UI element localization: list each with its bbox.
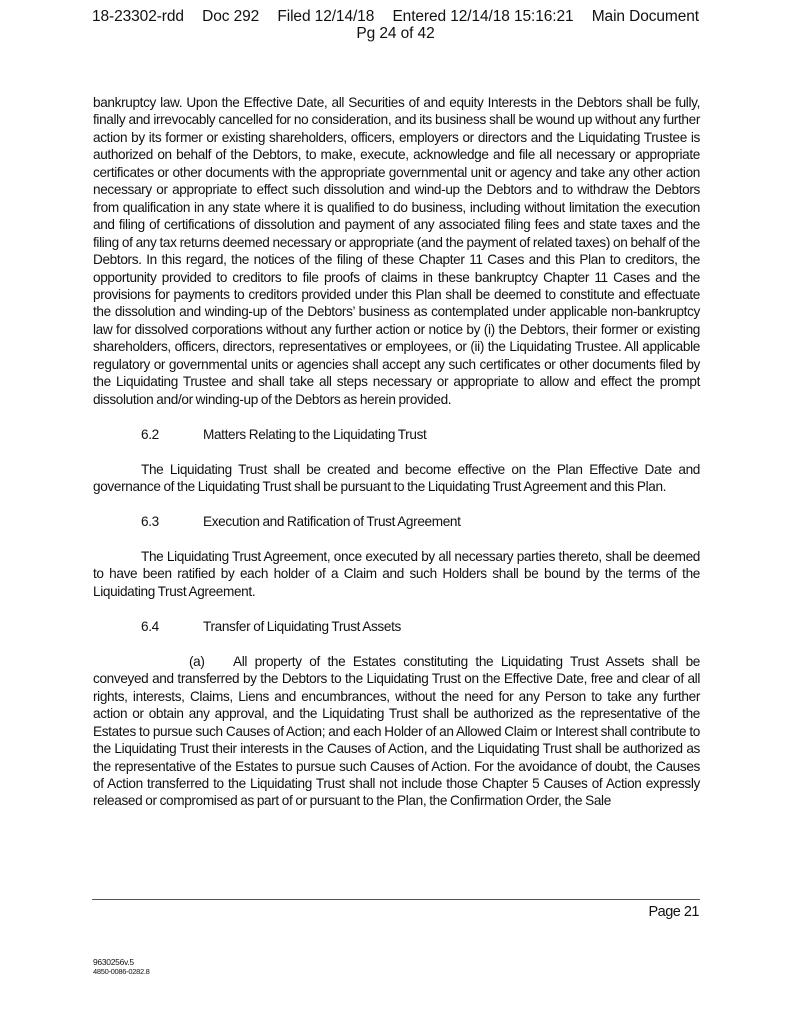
doc-id-2: 4850-0086-0282.8 (93, 967, 150, 976)
entered-date: Entered 12/14/18 15:16:21 (392, 8, 574, 25)
doc-type: Main Document (591, 8, 699, 25)
document-id-block (93, 957, 150, 977)
header-line-1 (0, 8, 791, 25)
section-title: Matters Relating to the Liquidating Trust (203, 426, 427, 442)
footer-divider (92, 899, 700, 900)
filed-date: Filed 12/14/18 (277, 8, 375, 25)
subsection-text: All property of the Estates constituting the Liquidating Trust Assets shall be conveyed and transferred by the Debtors to the Liquidating Trust on the Effective Date, free and clear of all rights, interests, Claims, Liens and encumbrances, without the need for any Person to take any further action or obtain any approval, and the Liquidating Trust shall be authorized as the representative of the Estates to pursue such Causes of Action; and each Holder of an Allowed Claim or Interest shall contribute to the Liquidating Trust their interests in the Causes of Action, and the Liquidating Trust shall be authorized as the representative of the Estates to pursue such Causes of Action. For the avoidance of doubt, the Causes of Action transferred to the Liquidating Trust shall not include those Chapter 5 Causes of Action expressly released or compromised as part of or pursuant to the Plan, the Confirmation Order, the Sale (93, 653, 700, 809)
paragraph-continuation: bankruptcy law. Upon the Effective Date, all Securities of and equity Interests in the Debtors shall be fully, finally and irrevocably cancelled for no consideration, and its business shall be wound up without any further action by its former or existing shareholders, officers, employers or directors and the Liquidating Trustee is authorized on behalf of the Debtors, to make, execute, acknowledge and file all necessary or appropriate certificates or other documents with the appropriate governmental unit or agency and take any other action necessary or appropriate to effect such dissolution and wind-up the Debtors and to withdraw the Debtors from qualification in any state where it is qualified to do business, including without limitation the execution and filing of certifications of dissolution and payment of any associated filing fees and state taxes and the filing of any tax returns deemed necessary or appropriate (and the payment of related taxes) on behalf of the Debtors. In this regard, the notices of the filing of these Chapter 11 Cases and this Plan to creditors, the opportunity provided to creditors to file proofs of claims in these bankruptcy Chapter 11 Cases and the provisions for payments to creditors provided under this Plan shall be deemed to constitute and effectuate the dissolution and winding-up of the Debtors’ business as contemplated under applicable non-bankruptcy law for dissolved corporations without any further action or notice by (i) the Debtors, their former or existing shareholders, officers, directors, representatives or employees, or (ii) the Liquidating Trustee. All applicable regulatory or governmental units or agencies shall accept any such certificates or other documents filed by the Liquidating Trustee and shall take all steps necessary or appropriate to allow and effect the prompt dissolution and/or winding-up of the Debtors as herein provided. (93, 95, 700, 407)
section-number: 6.3 (141, 514, 159, 530)
subsection-label: (a) (189, 653, 205, 669)
section-title: Execution and Ratification of Trust Agreement (203, 514, 461, 530)
doc-id-1: 9630256v.5 (93, 957, 134, 967)
section-text-6-3: The Liquidating Trust Agreement, once executed by all necessary parties thereto, shall be deemed to have been ratified by each holder of a Claim and such Holders shall be bound by the terms of the Liquidating Trust Agreement. (93, 548, 700, 599)
court-filing-header (0, 8, 791, 42)
section-title: Transfer of Liquidating Trust Assets (203, 618, 401, 634)
document-body (93, 94, 700, 810)
case-number: 18-23302-rdd (92, 8, 184, 25)
doc-number: Doc 292 (202, 8, 260, 25)
section-heading-6-3 (93, 513, 700, 530)
page-of: Pg 24 of 42 (356, 25, 435, 42)
page-number: Page 21 (648, 904, 699, 920)
section-text-6-2: The Liquidating Trust shall be created and become effective on the Plan Effective Date and governance of the Liquidating Trust shall be pursuant to the Liquidating Trust Agreement and this Plan. (93, 461, 700, 495)
section-number: 6.2 (141, 426, 159, 442)
subsection-6-4-a (93, 653, 700, 810)
section-heading-6-2 (93, 426, 700, 443)
section-number: 6.4 (141, 618, 159, 634)
section-heading-6-4 (93, 618, 700, 635)
